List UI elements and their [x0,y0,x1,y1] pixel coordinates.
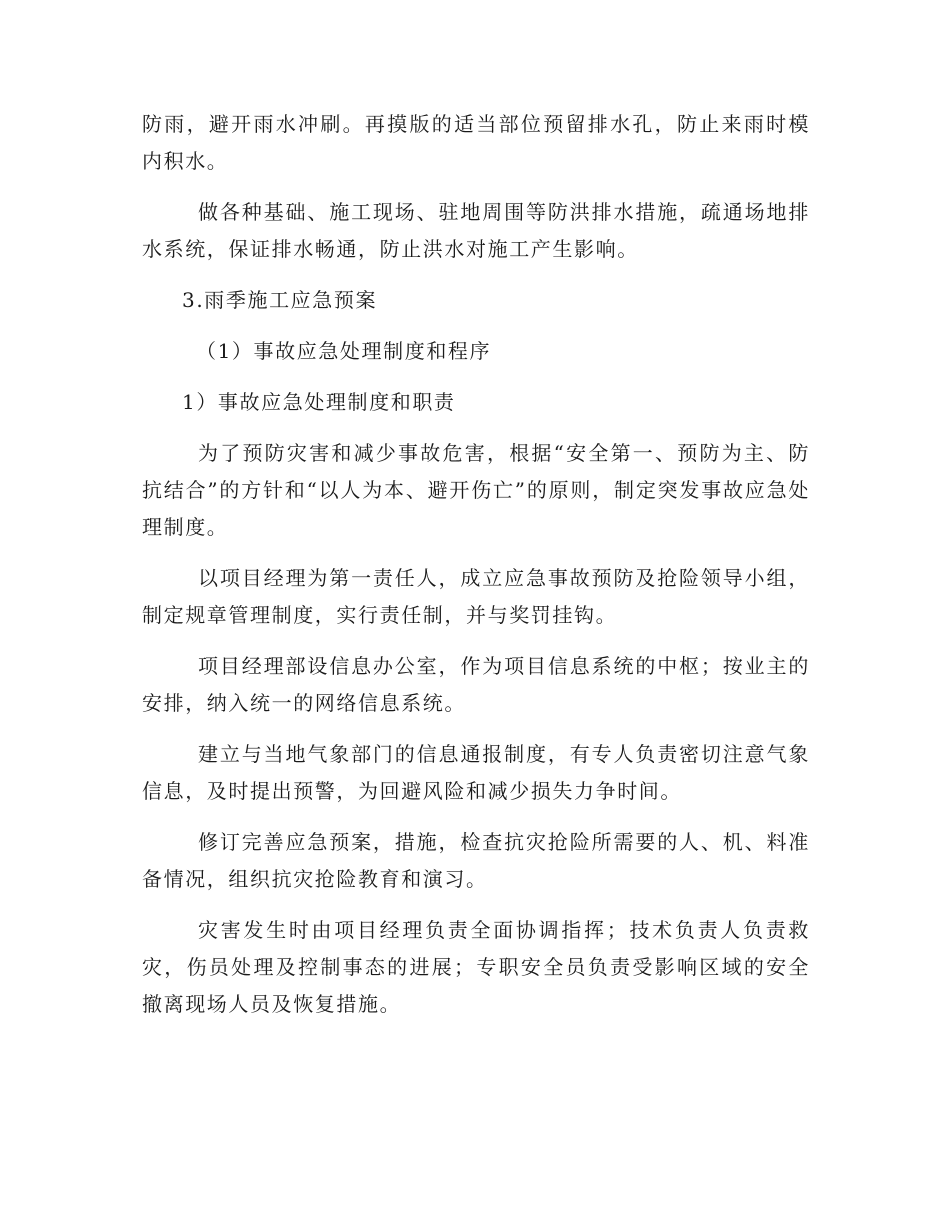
paragraph-weather-reporting: 建立与当地气象部门的信息通报制度，有专人负责密切注意气象信息，及时提出预警，为回避风险和减少损失力争时间。 [142,742,810,803]
paragraph-plan-revision: 修订完善应急预案，措施，检查抗灾抢险所需要的人、机、料准备情况，组织抗灾抢险教育和演习。 [142,830,810,891]
paragraph-flood-drainage: 做各种基础、施工现场、驻地周围等防洪排水措施，疏通场地排水系统，保证排水畅通，防止洪水对施工产生影响。 [142,200,810,261]
document-body [142,106,810,1023]
section-heading-rainy-season-emergency-plan: 3.雨季施工应急预案 [182,288,378,312]
subsection-heading-accident-procedure: （1）事故应急处理制度和程序 [196,339,492,363]
subsubsection-heading-accident-duties: 1）事故应急处理制度和职责 [182,390,456,414]
paragraph-information-office: 项目经理部设信息办公室，作为项目信息系统的中枢；按业主的安排，纳入统一的网络信息系统。 [142,654,810,715]
paragraph-disaster-response: 灾害发生时由项目经理负责全面协调指挥；技术负责人负责救灾，伤员处理及控制事态的进展；专职安全员负责受影响区域的安全撤离现场人员及恢复措施。 [142,918,810,1016]
paragraph-leadership-group: 以项目经理为第一责任人，成立应急事故预防及抢险领导小组，制定规章管理制度，实行责任制，并与奖罚挂钩。 [142,566,810,627]
paragraph-prevention-policy: 为了预防灾害和减少事故危害，根据“安全第一、预防为主、防抗结合”的方针和“以人为本、避开伤亡”的原则，制定突发事故应急处理制度。 [142,441,810,539]
paragraph-continuation: 防雨，避开雨水冲刷。再摸版的适当部位预留排水孔，防止来雨时模内积水。 [142,112,810,173]
